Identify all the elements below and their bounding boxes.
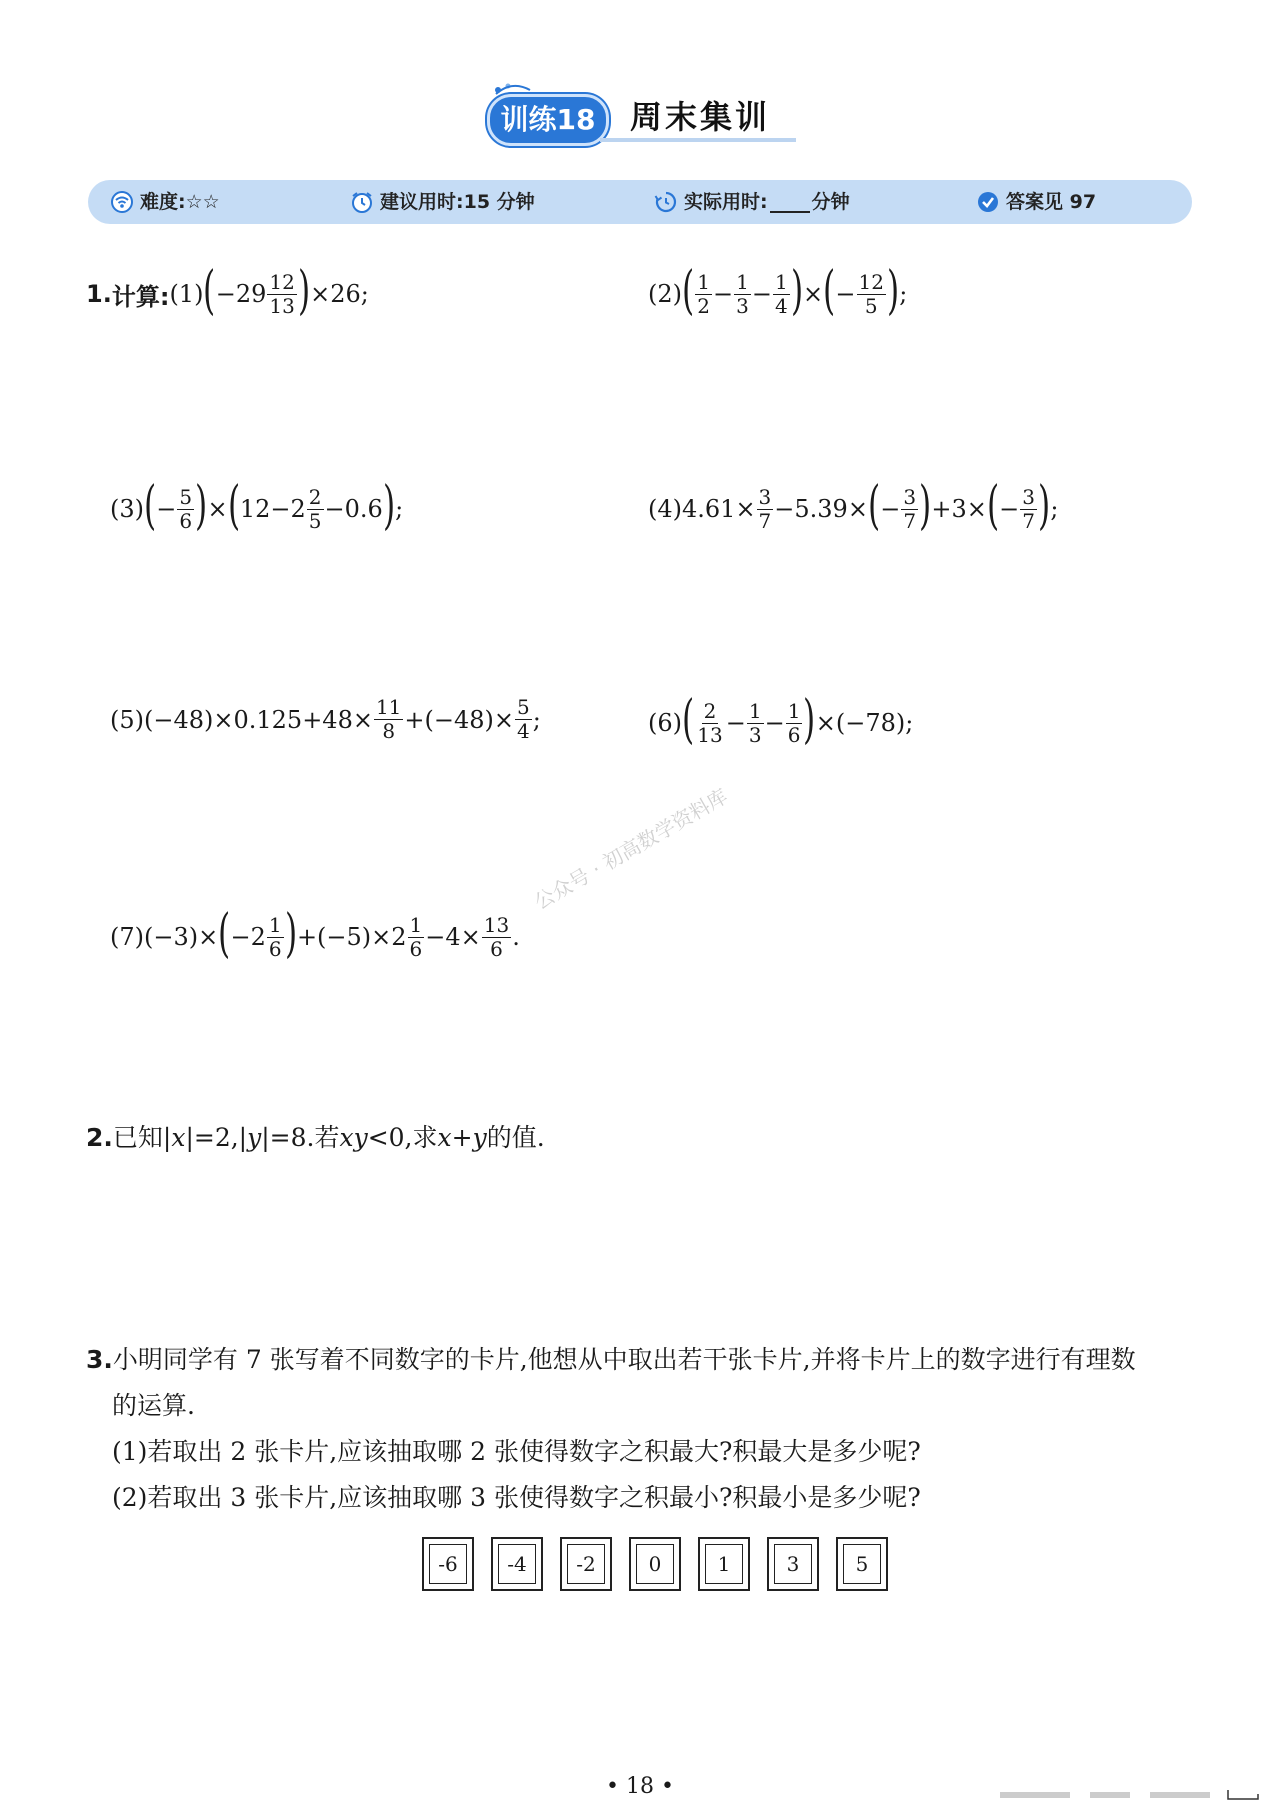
fraction: $\frac{1}{6}$ <box>787 698 801 747</box>
fraction: $\frac{12}{5}$ <box>858 269 884 318</box>
q1-p6-tag: (6) <box>648 709 682 737</box>
paren-close: ) <box>803 690 816 750</box>
q1-p3-expr2: −0.6 <box>324 495 383 523</box>
paren-open: ( <box>144 476 157 536</box>
q1-p7-d: −4× <box>425 923 481 951</box>
number-card: 3 <box>767 1537 819 1591</box>
fraction: $\frac{1}{4}$ <box>774 269 788 318</box>
q1-p4-tail: ; <box>1050 495 1059 523</box>
var-x: x <box>437 1123 452 1152</box>
q1-p4-a: 4.61× <box>682 495 756 523</box>
paren-close: ) <box>195 476 208 536</box>
number-card: -2 <box>560 1537 612 1591</box>
paren-open: ( <box>682 261 695 321</box>
q1-p1-tag: (1) <box>169 280 204 308</box>
actual-time-item <box>654 180 850 224</box>
paren-close: ) <box>887 261 900 321</box>
suggested-time-text: 建议用时:15 分钟 <box>380 191 535 213</box>
q1-part1 <box>86 261 369 321</box>
q1-p3-tail: ; <box>395 495 404 523</box>
title-underline <box>600 138 796 142</box>
timer-icon <box>654 190 678 214</box>
fraction: $\frac{1}{3}$ <box>748 698 762 747</box>
minus-sign: − <box>751 280 772 308</box>
q1-p2-tag: (2) <box>648 280 682 308</box>
q1-p5-tag: (5) <box>110 705 144 734</box>
q1-p7-b: −2 <box>230 923 266 951</box>
edge-marks-decoration <box>1000 1790 1260 1800</box>
q1-part2 <box>648 261 908 321</box>
q2-seg: |=2,| <box>185 1123 248 1152</box>
fraction: $\frac{13}{6}$ <box>483 912 510 961</box>
section-header <box>0 88 1280 158</box>
q3-sub1: (1)若取出 2 张卡片,应该抽取哪 2 张使得数字之积最大?积最大是多少呢? <box>112 1437 921 1466</box>
fraction: $\frac{1}{6}$ <box>409 912 423 961</box>
minus-sign: − <box>156 495 177 523</box>
fraction: $\frac{2}{13}$ <box>697 698 723 747</box>
var-x: x <box>171 1123 186 1152</box>
number-cards <box>422 1537 888 1591</box>
answer-ref-text: 答案见 97 <box>1006 191 1097 213</box>
q2-seg: <0,求 <box>367 1123 438 1152</box>
q3-line1 <box>86 1340 1136 1376</box>
q1-p7-tail: . <box>512 923 520 951</box>
minus-sign: − <box>880 495 901 523</box>
paren-close: ) <box>919 476 932 536</box>
q1-p2-tail: ; <box>899 280 908 308</box>
q1-p4-c: +3× <box>931 495 987 523</box>
q3-text-1: 小明同学有 7 张写着不同数字的卡片,他想从中取出若干张卡片,并将卡片上的数字进行有理数 <box>112 1345 1136 1374</box>
q2-number: 2. <box>86 1123 113 1152</box>
paren-open: ( <box>867 476 881 536</box>
page-title: 周末集训 <box>630 98 771 136</box>
q2-seg: 的值. <box>486 1123 545 1152</box>
q2-seg: + <box>451 1123 473 1152</box>
paren-close: ) <box>297 261 311 321</box>
actual-time-label: 实际用时: <box>684 191 768 213</box>
alarm-clock-icon <box>350 190 374 214</box>
signal-icon <box>110 190 134 214</box>
number-card: -6 <box>422 1537 474 1591</box>
fraction: $\frac{3}{7}$ <box>758 484 772 533</box>
fraction: $\frac{12}{13}$ <box>269 269 295 318</box>
info-bar <box>88 180 1192 224</box>
fraction: $\frac{2}{5}$ <box>308 484 322 533</box>
times-sign: × <box>207 495 228 523</box>
paren-open: ( <box>227 476 240 536</box>
fraction: $\frac{5}{4}$ <box>517 695 530 743</box>
q1-p7-c: +(−5)×2 <box>296 923 407 951</box>
var-y: y <box>472 1123 487 1152</box>
number-card: 1 <box>698 1537 750 1591</box>
watermark: 公众号 · 初高数学资料库 <box>530 783 732 915</box>
actual-time-unit: 分钟 <box>811 191 850 213</box>
difficulty-item <box>110 180 220 224</box>
q1-part7 <box>110 904 520 964</box>
paren-open: ( <box>986 476 1000 536</box>
q1-p3-tag: (3) <box>110 495 144 523</box>
q1-part4 <box>648 476 1059 536</box>
minus-sign: − <box>999 495 1020 523</box>
page-number: • 18 • <box>606 1774 674 1799</box>
fraction: $\frac{3}{7}$ <box>1022 484 1036 533</box>
q3-number: 3. <box>86 1345 113 1374</box>
q2-seg: |=8.若 <box>261 1123 340 1152</box>
answer-ref-item <box>976 180 1096 224</box>
minus-sign: − <box>835 280 856 308</box>
q1-p5-a: (−48)×0.125+48× <box>144 705 373 734</box>
q2-seg: 已知| <box>112 1123 172 1152</box>
q1-part6 <box>648 690 914 750</box>
difficulty-text: 难度:☆☆ <box>140 191 220 213</box>
number-card: -4 <box>491 1537 543 1591</box>
paren-close: ) <box>382 476 396 536</box>
q1-p3-expr: 12−2 <box>239 495 306 523</box>
q1-p5-tail: ; <box>532 705 541 734</box>
q3-sub2: (2)若取出 3 张卡片,应该抽取哪 3 张使得数字之积最小?积最小是多少呢? <box>112 1483 921 1512</box>
q1-p6-tail: ×(−78); <box>815 709 914 737</box>
times-sign: × <box>803 280 824 308</box>
minus-sign: − <box>764 709 785 737</box>
q1-p1-tail: ×26; <box>310 280 369 308</box>
fraction: $\frac{3}{7}$ <box>903 484 917 533</box>
paren-open: ( <box>823 261 836 321</box>
fraction: $\frac{11}{8}$ <box>375 695 402 743</box>
paren-open: ( <box>682 690 695 750</box>
paren-close: ) <box>1038 476 1051 536</box>
minus-sign: − <box>725 709 746 737</box>
q3-line2: 的运算. <box>112 1391 195 1420</box>
suggested-time-item <box>350 180 535 224</box>
var-y: y <box>247 1123 262 1152</box>
q1-p5-b: +(−48)× <box>404 705 514 734</box>
paren-close: ) <box>284 904 297 964</box>
actual-time-blank[interactable] <box>770 191 810 213</box>
fraction: $\frac{1}{3}$ <box>736 269 749 318</box>
minus-sign: − <box>713 280 734 308</box>
paren-open: ( <box>218 904 231 964</box>
fraction: $\frac{5}{6}$ <box>179 484 193 533</box>
check-circle-icon <box>976 190 1000 214</box>
paren-open: ( <box>203 261 216 321</box>
q1-p4-tag: (4) <box>648 495 682 523</box>
q1-p7-a: (−3)× <box>144 923 219 951</box>
number-card: 0 <box>629 1537 681 1591</box>
fraction: $\frac{1}{2}$ <box>697 269 711 318</box>
paren-close: ) <box>790 261 803 321</box>
q1-part3 <box>110 476 404 536</box>
q1-p7-tag: (7) <box>110 923 144 951</box>
training-badge: 训练18 <box>487 94 609 146</box>
q1-p4-b: −5.39× <box>774 495 868 523</box>
q1-number: 1. <box>86 280 112 308</box>
q2-text <box>86 1118 545 1154</box>
q1-p1-int: −29 <box>215 280 267 308</box>
q1-part5 <box>110 697 541 742</box>
number-card: 5 <box>836 1537 888 1591</box>
fraction: $\frac{1}{6}$ <box>268 912 282 961</box>
var-xy: xy <box>339 1123 368 1152</box>
q1-title: 计算: <box>111 282 170 311</box>
